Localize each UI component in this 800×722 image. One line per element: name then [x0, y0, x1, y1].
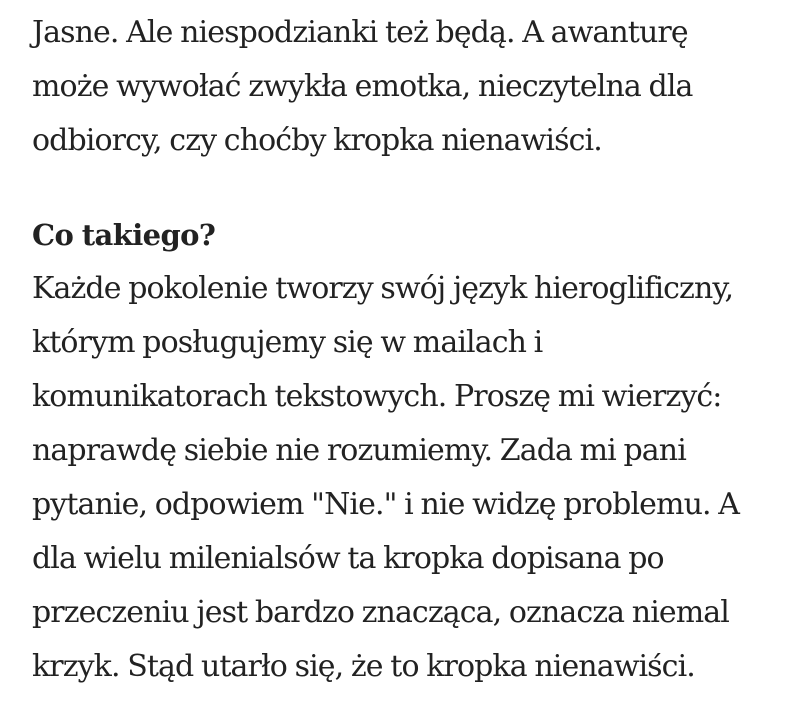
text-line: naprawdę siebie nie rozumiemy. Zada mi pani	[32, 433, 686, 468]
text-line: odbiorcy, czy choćby kropka nienawiści.	[32, 123, 602, 158]
article-body	[32, 6, 782, 694]
text-line: którym posługujemy się w mailach i	[32, 325, 543, 360]
text-line: może wywołać zwykła emotka, nieczytelna dla	[32, 69, 693, 104]
answer-paragraph	[32, 262, 782, 694]
interview-question: Co takiego?	[32, 218, 216, 252]
text-line: krzyk. Stąd utarło się, że to kropka nienawiści.	[32, 649, 695, 684]
text-line: pytanie, odpowiem "Nie." i nie widzę problemu. A	[32, 487, 740, 522]
text-line: komunikatorach tekstowych. Proszę mi wierzyć:	[32, 379, 722, 414]
text-line: przeczeniu jest bardzo znacząca, oznacza niemal	[32, 595, 729, 630]
text-line: Każde pokolenie tworzy swój język hieroglificzny,	[32, 271, 734, 306]
text-line: Jasne. Ale niespodzianki też będą. A awanturę	[32, 15, 688, 50]
intro-paragraph	[32, 6, 782, 168]
text-line: dla wielu milenialsów ta kropka dopisana po	[32, 541, 664, 576]
